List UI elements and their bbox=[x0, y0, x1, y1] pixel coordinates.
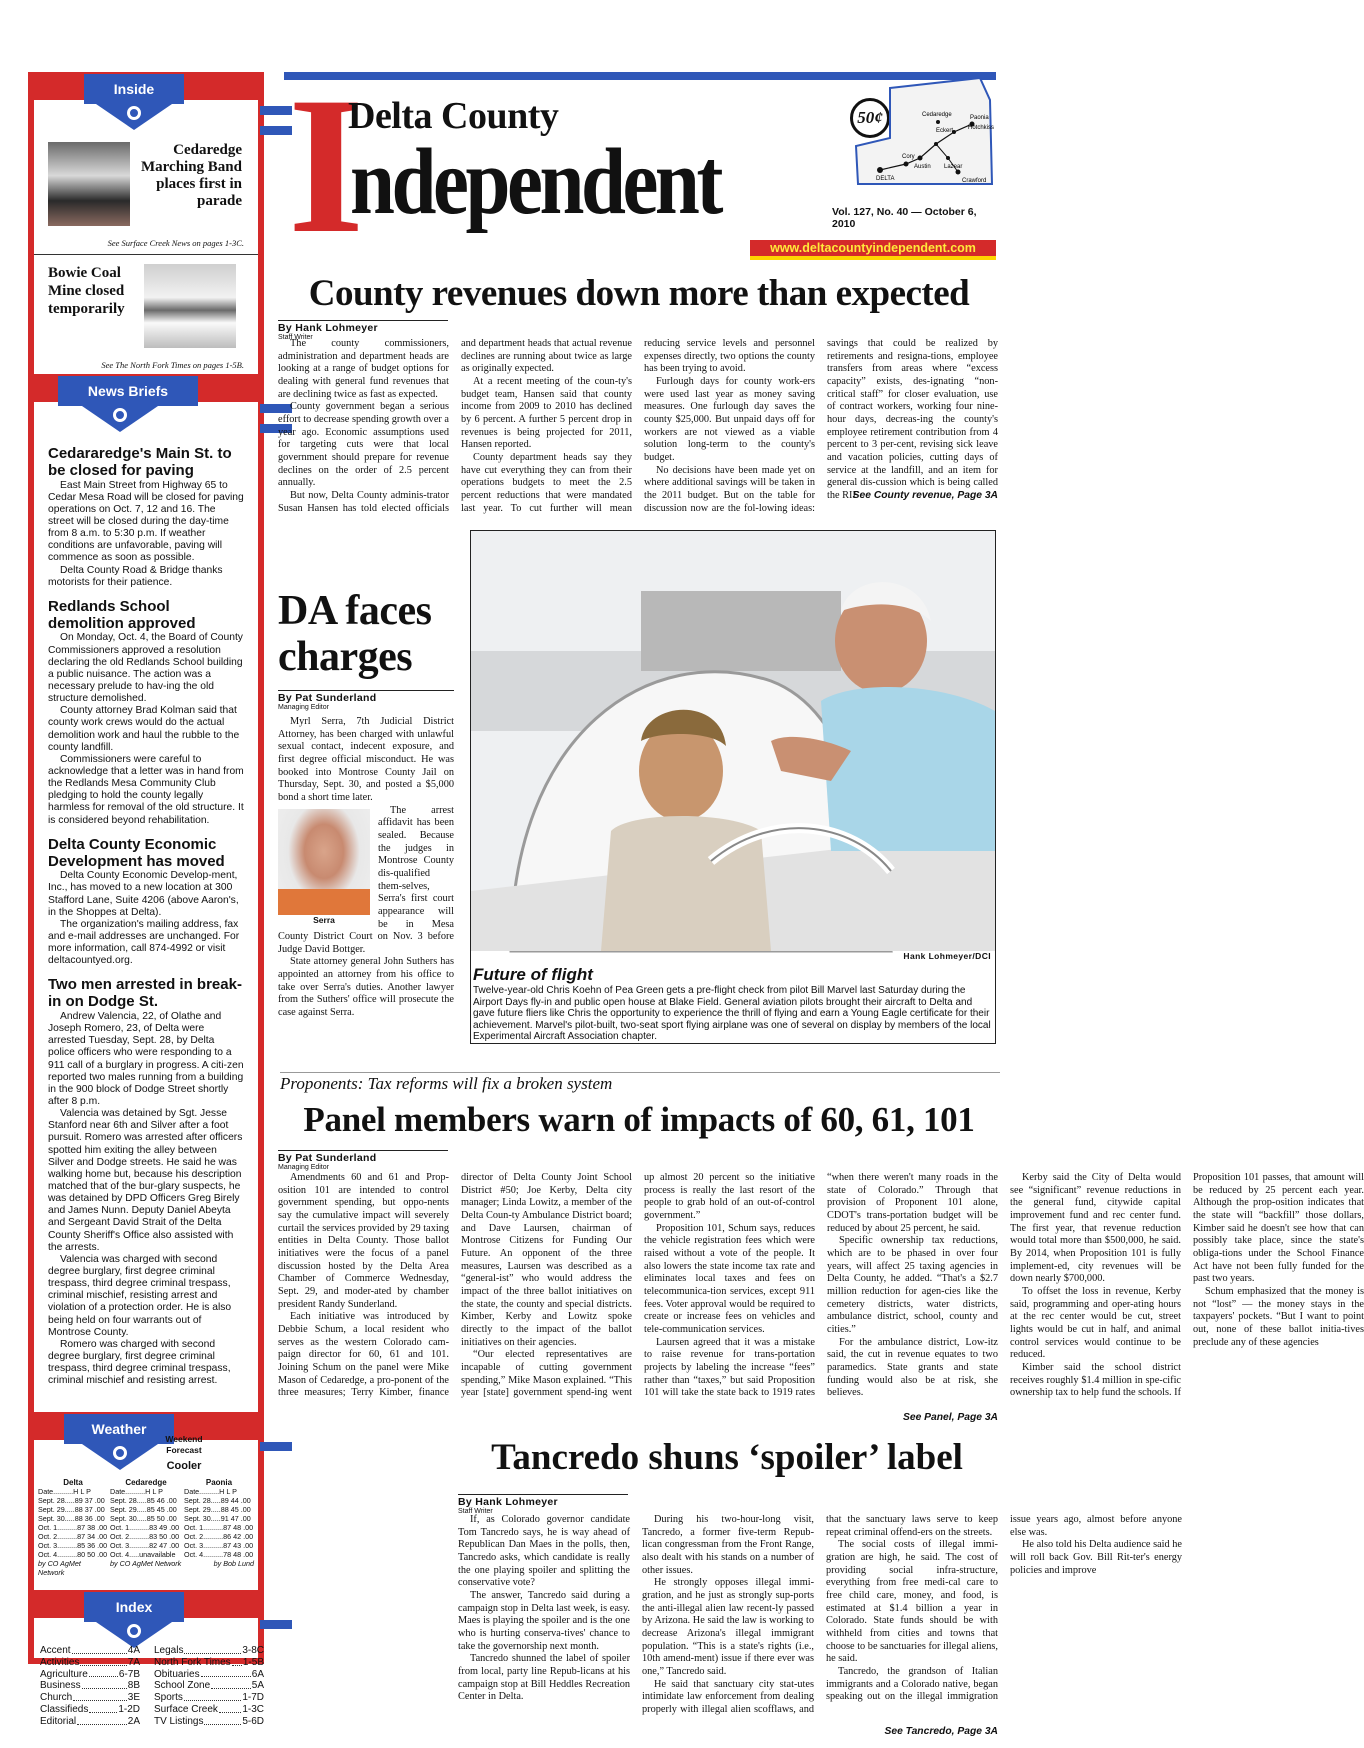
ring-icon bbox=[127, 106, 141, 120]
story1-paragraph: County department heads say they have cut everything they can from their operations budgets to meet the 2.5 percent reductions that were mandated last year. To cut further will mean reducing service levels and personnel expenses directly, two options the county has been trying to avoid. bbox=[461, 338, 815, 514]
story2-role: Managing Editor bbox=[278, 704, 329, 711]
weather-table bbox=[38, 1478, 254, 1577]
weather-credit: by Bob Lund bbox=[213, 1559, 254, 1568]
weather-row: Sept. 29.....85 45 .00 bbox=[110, 1505, 177, 1514]
story2-headline: DA faces charges bbox=[278, 588, 432, 680]
brief-headline: Delta County Economic Development has moved bbox=[48, 835, 225, 870]
story2-paragraph: The arrest affidavit has been sealed. Because the judges in Montrose County dis-qualified them-selves, Serra's first court appearance will be in Mesa County District Court on Nov. 3 before Judge David Bottger. bbox=[278, 804, 454, 955]
weather-row: Oct. 1..........87 38 .00 bbox=[38, 1523, 108, 1532]
story3-kicker: Proponents: Tax reforms will fix a broken system bbox=[280, 1074, 613, 1093]
divider bbox=[34, 254, 258, 255]
story1-paragraph: Furlough days for county work-ers were used last year as money saving measures. One furlough day saves the county $25,000. But unpaid days off for workers are not viewed as a viable solution long-term to the county's budget. bbox=[644, 375, 815, 463]
mine-photo bbox=[144, 264, 236, 348]
index-section-name: Classifieds bbox=[40, 1703, 89, 1715]
brief-headline: Cedararedge's Main St. to be closed for paving bbox=[48, 445, 232, 479]
weather-row: Sept. 30.....85 50 .00 bbox=[110, 1514, 177, 1523]
index-section-name: Activities bbox=[40, 1656, 80, 1668]
story2-paragraph: Myrl Serra, 7th Judicial District Attorney, has been charged with unlawful sexual contact, indecent exposure, and first degree official misconduct. He was booked into Montrose County Jail on Thursday, Sept. 30, and posted a $5,000 bond a short time later. bbox=[278, 716, 454, 803]
weather-row: Oct. 1..........83 49 .00 bbox=[110, 1523, 180, 1532]
masthead-title-top: Delta County bbox=[348, 95, 559, 137]
story3-jump[interactable]: See Panel, Page 3A bbox=[902, 1412, 998, 1423]
index-leader bbox=[204, 1716, 241, 1725]
price-badge: 50¢ bbox=[850, 98, 890, 138]
story3-byline: By Pat Sunderland bbox=[278, 1150, 448, 1164]
story3-paragraph: For the ambulance district, Low-itz said, the cut in revenue equates to two paramedics. State grants and state funding would also be at risk, she believes. bbox=[827, 1336, 998, 1399]
tab-marker bbox=[260, 1620, 292, 1629]
index-leader bbox=[89, 1704, 117, 1713]
weather-header: Date..........H L P bbox=[110, 1487, 163, 1496]
index-page: 8B bbox=[127, 1680, 140, 1692]
inside-item1-text: Cedaredge Marching Band places first in parade bbox=[141, 142, 242, 209]
weather-row: Oct. 2..........83 50 .00 bbox=[110, 1532, 180, 1541]
index-section-name: Surface Creek bbox=[154, 1703, 218, 1715]
brief-paragraph: On Monday, Oct. 4, the Board of County Commissioners approved a resolution declaring the old Redlands School building a public nuisance. The action was a necessary prelude to hav-ing the old structure demolished. bbox=[48, 632, 243, 705]
story3-paragraph: Amendments 60 and 61 and Prop-osition 101 are intended to control government spending, but oppo-nents say the cumulative impact will severely curtail the services provided by 29 taxing entities in Delta County. Those ballot initiatives were the focus of a panel discussion hosted by the Delta Area Chamber of Commerce Wednesday, Sept. 29, and moder-ated by chamber president Randy Sunderland. bbox=[278, 1172, 449, 1310]
inside-item2-ref: See The North Fork Times on pages 1-5B. bbox=[101, 360, 244, 370]
index-entry[interactable] bbox=[40, 1680, 140, 1692]
index-page: 3-8C bbox=[242, 1645, 264, 1656]
story4-role: Staff Writer bbox=[458, 1508, 493, 1515]
index-entry[interactable] bbox=[40, 1669, 140, 1681]
story3-paragraph: Kimber said the school district receives roughly $1.4 million in spe-cific ownership tax to help fund the schools. If Proposition 101 passes, that amount will be reduced by 25 percent each year. Although the prop-osition indicates that the state will “backfill” those dollars, Kimber said he doesn't see how that can possibly take place, since the state's obliga-tions under the School Finance Act have not been fully funded for the past two years. bbox=[1010, 1172, 1364, 1399]
index-page: 3E bbox=[127, 1692, 140, 1704]
index-section-name: Editorial bbox=[40, 1715, 77, 1727]
index-leader bbox=[77, 1716, 127, 1725]
story2-paragraph: State attorney general John Suthers has appointed an attorney from his office to take over Serra's duties. Another lawyer from the Suthers' office will prosecute the case against Serra. bbox=[278, 956, 454, 1019]
story3-paragraph: Kerby said the City of Delta would see “significant” revenue reductions in the general fund, citywide capital improvement fund and rec center fund. The first year, that revenue reduction would total more than $500,000, he said. By 2014, when Proposition 101 is fully implement-ed, city revenues will be down nearly $700,000. bbox=[1010, 1172, 1181, 1285]
masthead bbox=[284, 57, 996, 274]
index-page: 5-6D bbox=[242, 1715, 264, 1727]
ring-icon bbox=[113, 408, 127, 422]
index-leader bbox=[82, 1680, 127, 1689]
story2 bbox=[278, 690, 454, 1020]
index-entry[interactable] bbox=[154, 1704, 264, 1716]
story1-paragraph: County government began a serious effort to decrease spending growth over a year ago. Economic assumptions used for targeting cuts were that local government should prepare for revenue declines on the order of 2.5 percent annually. bbox=[278, 401, 449, 489]
sidebar bbox=[28, 72, 264, 1664]
weather-row: Oct. 3..........82 47 .00 bbox=[110, 1541, 180, 1550]
feature-photo bbox=[471, 531, 995, 951]
index-leader bbox=[232, 1657, 242, 1666]
weather-row: Oct. 3..........85 36 .00 bbox=[38, 1541, 108, 1550]
weather-header: Date..........H L P bbox=[184, 1487, 237, 1496]
map-town-label: Austin bbox=[914, 164, 931, 170]
weather-credit: by CO AgMet Network bbox=[110, 1559, 182, 1568]
index-entry[interactable] bbox=[40, 1704, 140, 1716]
map-town-label: Cedaredge bbox=[922, 112, 952, 118]
story4-body bbox=[458, 1514, 1182, 1722]
story4-paragraph: The answer, Tancredo said during a campaign stop in Delta last week, is easy. Maes is playing the spoiler and is the one who is hurting conserva-tives' chance to take the governorship next month. bbox=[458, 1589, 630, 1652]
index-entry[interactable] bbox=[154, 1692, 264, 1704]
story4-byline: By Hank Lohmeyer bbox=[458, 1494, 628, 1508]
index-entry[interactable] bbox=[154, 1645, 264, 1657]
story3-body-top bbox=[278, 1172, 1364, 1412]
story4-paragraph: Tancredo shunned the label of spoiler from local, party line Repub-licans at his campaign stop at Bill Heddles Recreation Center in Delta. bbox=[458, 1653, 630, 1703]
story1-byline: By Hank Lohmeyer bbox=[278, 320, 448, 334]
index-leader bbox=[89, 1669, 118, 1678]
weather-outlook: Cooler bbox=[166, 1460, 202, 1472]
story4-paragraph: He also told his Delta audience said he will roll back Gov. Bill Rit-ter's energy policies and improve bbox=[1010, 1539, 1182, 1576]
weather-row: Oct. 4..........80 50 .00 bbox=[38, 1550, 108, 1559]
brief-paragraph: Romero was charged with second degree burglary, first degree criminal trespass, third degree criminal trespass, criminal mischief and resisting arrest. bbox=[48, 1338, 231, 1387]
index-leader bbox=[80, 1657, 126, 1666]
serra-photo bbox=[278, 809, 370, 915]
photo-caption: Twelve-year-old Chris Koehn of Pea Green gets a pre-flight check from pilot Bill Marvel last Saturday during the Airport Days fly-in and public open house at Blake Field. General aviation pilots brought their aircraft to Delta and gave future fliers like Chris the opportunity to experience the thrill of flying and earn a Young Eagle certificate for their achievement. Marvel's pilot-built, two-seat sport flying airplane was one of several on display by members of the local Experimental Aircraft Association chapter. bbox=[473, 985, 991, 1042]
map-town-label: Crawford bbox=[962, 178, 987, 184]
index-section-name: Agriculture bbox=[40, 1668, 88, 1680]
brief-paragraph: Andrew Valencia, 22, of Olathe and Joseph Romero, 23, of Delta were arrested Tuesday, Sept. 28, by Delta police officers who were responding to a 911 call of a burglary in progress. A citi-zen reported two males running from a building in the 900 block of Dodge Street shortly after 8 p.m. bbox=[48, 1011, 244, 1107]
index-leader bbox=[73, 1692, 127, 1701]
inside-label: Inside bbox=[84, 74, 184, 104]
story2-byline: By Pat Sunderland bbox=[278, 690, 454, 704]
inside-item2-text: Bowie Coal Mine closed temporarily bbox=[48, 265, 125, 317]
town-name: Delta bbox=[63, 1478, 83, 1487]
story3-headline: Panel members warn of impacts of 60, 61, 101 bbox=[303, 1100, 975, 1139]
index-entry[interactable] bbox=[40, 1657, 140, 1669]
index-entry[interactable] bbox=[154, 1716, 264, 1728]
story1-jump[interactable]: See County revenue, Page 3A bbox=[852, 490, 998, 501]
weather-row: Sept. 28.....85 46 .00 bbox=[110, 1496, 177, 1505]
weather-row: Sept. 28.....89 37 .00 bbox=[38, 1496, 105, 1505]
index-page: 1-2D bbox=[118, 1703, 140, 1715]
news-briefs-label: News Briefs bbox=[58, 376, 198, 406]
story4-headline: Tancredo shuns ‘spoiler’ label bbox=[491, 1437, 963, 1478]
index-entry[interactable] bbox=[40, 1645, 140, 1657]
feature-photo-box bbox=[470, 530, 996, 1044]
story2-body bbox=[278, 716, 454, 1020]
index-page: 6-7B bbox=[118, 1668, 140, 1680]
index-entry[interactable] bbox=[154, 1669, 264, 1681]
brief-item bbox=[48, 977, 244, 1387]
photo-credit: Hank Lohmeyer/DCI bbox=[903, 951, 991, 961]
index-entry[interactable] bbox=[40, 1692, 140, 1704]
weather-row: Oct. 3..........87 43 .00 bbox=[184, 1541, 254, 1550]
index-section-name: Accent bbox=[40, 1645, 71, 1656]
volume-info: Vol. 127, No. 40 — October 6, 2010 bbox=[832, 206, 977, 230]
index-left-col bbox=[40, 1645, 140, 1728]
index-page: 5A bbox=[251, 1680, 264, 1692]
story1-paragraph: No decisions have been made yet on where additional savings will be taken in the 2011 budget. But on the table for discussion now are the fol-lowing ideas: savings that could be realized by retirements and resigna-tions, employee transfers from areas where “excess capacity” exists, des-ignating “non-critical staff” for closer evaluation, use of contract workers, working four nine-hour days, decreas-ing the county's employee retirement contribution from 4 percent to 3 per-cent, revising sick leave and vacation policies, cutting days of service at the landfill, and an item for general dis-cussion which is being called the RIF bbox=[644, 338, 998, 514]
brief-headline: Two men arrested in break-in on Dodge St. bbox=[48, 976, 242, 1011]
map-town-label: Lazear bbox=[944, 164, 963, 170]
index-entry[interactable] bbox=[154, 1680, 264, 1692]
index-page: 1-3C bbox=[242, 1703, 264, 1715]
weather-credit: by CO AgMet Network bbox=[38, 1559, 81, 1577]
masthead-title-main: ndependent bbox=[350, 130, 720, 234]
story1-paragraph: But now, Delta County adminis-trator Susan Hansen has told elected officials and department heads that actual revenue declines are running about twice as large as originally expected. bbox=[278, 338, 632, 514]
rule bbox=[280, 1072, 1000, 1073]
brief-paragraph: Delta County Road & Bridge thanks motorists for their patience. bbox=[48, 564, 223, 588]
brief-paragraph: The organization's mailing address, fax and e-mail addresses are unchanged. For more information, call 874-4992 or visit deltacountyed.org. bbox=[48, 918, 240, 967]
index-right-col bbox=[154, 1645, 264, 1728]
story4-paragraph: He strongly opposes illegal immi-gration, and he just as strongly sup-ports the anti-illegal alien law recent-ly passed by Arizona. He said the law is working to decrease Arizona's illegal immigrant population. “This is a state's rights (i.e., 10th amend-ment) issue if there ever was one,” Tancredo said. bbox=[642, 1577, 814, 1677]
story1-headline: County revenues down more than expected bbox=[308, 273, 970, 314]
index-section-name: North Fork Times bbox=[154, 1656, 231, 1668]
tab-marker bbox=[260, 1442, 292, 1451]
brief-item bbox=[48, 599, 244, 827]
band-photo bbox=[48, 142, 130, 226]
story4-paragraph: During his two-hour-long visit, Tancredo, a former five-term Repub-lican congressman from the Front Range, also dealt with his stands on a number of other issues. bbox=[642, 1514, 814, 1576]
brief-item bbox=[48, 837, 244, 968]
weather-row: Oct. 2..........87 34 .00 bbox=[38, 1532, 108, 1541]
story3-paragraph: Schum emphasized that the money is not “lost” — the money stays in the taxpayers' pockets. “But I want to point out, none of these ballot initia-tives preclude any of these agencies bbox=[1193, 1285, 1364, 1348]
index-list bbox=[40, 1645, 264, 1728]
index-section-name: Sports bbox=[154, 1692, 183, 1704]
weather-row: Sept. 29.....88 37 .00 bbox=[38, 1505, 105, 1514]
story3-paragraph: Proposition 101, Schum says, reduces the vehicle registration fees which were raised without a vote of the people. It also lowers the state income tax rate and eliminates local taxes and fees on telecommunica-tion services, except 911 fees. Voter approval would be required to create or increase fees on vehicles and tele-communication services. bbox=[644, 1222, 815, 1335]
index-leader bbox=[72, 1645, 127, 1654]
weather-row: Oct. 4..........78 48 .00 bbox=[184, 1550, 254, 1559]
index-page: 1-5B bbox=[242, 1656, 264, 1668]
county-map bbox=[850, 72, 996, 190]
index-page: 7A bbox=[127, 1656, 140, 1668]
map-town-label: Hotchkiss bbox=[968, 125, 995, 131]
index-leader bbox=[184, 1645, 241, 1654]
story3-paragraph: “Our elected representatives are incapable of cutting government spending,” Mike Mason explained. “This year [state] government spend-ing went up almost 20 percent so the initiative process is really the last resort of the people to grab hold of an out-of-control government.” bbox=[461, 1172, 815, 1399]
index-entry[interactable] bbox=[154, 1657, 264, 1669]
index-entry[interactable] bbox=[40, 1716, 140, 1728]
brief-paragraph: County attorney Brad Kolman said that county work crews would do the actual demolition work and haul the rubble to the county landfill. bbox=[48, 705, 240, 753]
serra-caption: Serra bbox=[313, 914, 335, 925]
weather-row: Oct. 4.....unavailable bbox=[110, 1550, 176, 1559]
story4-paragraph: Tancredo, the grandson of Italian immigrants and a Colorado native, began speaking out on the illegal immigration issue years ago, almost before anyone else was. bbox=[826, 1514, 1182, 1703]
ring-icon bbox=[113, 1446, 127, 1460]
photo-caption-block bbox=[471, 965, 995, 1043]
weather-town-paonia bbox=[184, 1478, 254, 1577]
index-page: 1-7D bbox=[242, 1692, 264, 1704]
story1-paragraph: The county commissioners, administration and department heads are looking at a range of budget options for dealing with general fund revenues that are declining twice as fast as expected. bbox=[278, 338, 449, 400]
index-page: 2A bbox=[127, 1715, 140, 1727]
story3-paragraph: Each initiative was introduced by Debbie Schum, a local resident who serves as the western Colorado cam-paign director for 60, 61 and 101. Joining Schum on the panel were Mike Mason of Cedaredge, a pro-ponent of the three measures; Terry Kimber, finance director of Delta County Joint School District #50; Joe Kerby, Delta city manager; Linda Lowitz, a member of the Delta Coun-ty Ambulance District board; and Dave Laursen, chairman of Montrose Citizens for Funding Our Future. An opponent of the three measures, Laursen was described as a “general-ist” who would address the impact of the three ballot initiatives on the state, the county and special districts. Kimber, Kerby and Lowitz spoke directly to the impact of the ballot initiatives on their agencies. bbox=[278, 1172, 632, 1399]
index-leader bbox=[219, 1704, 241, 1713]
news-briefs-list bbox=[48, 436, 244, 1387]
brief-paragraph: Commissioners were careful to acknowledge that a letter was in hand from the Redlands Mesa Community Club pledging to hold the county legally harmless for removal of the old structure. It is considered beyond rehabilitation. bbox=[48, 753, 244, 826]
story1-paragraph: At a recent meeting of the coun-ty's budget team, Hansen said that county income from 2009 to 2010 has declined by 6 percent. A further 5 percent drop in revenues is being projected for 2011, Hansen reported. bbox=[461, 375, 632, 451]
story3-paragraph: Specific ownership tax reductions, which are to be phased in over four years, will affect 25 taxing agencies in Delta County, he added. “That's a $2.7 million reduction for agen-cies like the cemetery districts, water districts, ambulance district, school, county and cities.” bbox=[827, 1235, 998, 1335]
story3-paragraph: Laursen agreed that it was a mistake to raise revenue for trans-portation projects by labeling the increase “fees” rather than “taxes,” but said Proposition 101 will take the state back to 1919 rates “when there weren't many roads in the state of Colorado.” Through that provision of Proponent 101 alone, CDOT's trans-portation budget will be reduced by about 25 percent, he said. bbox=[644, 1172, 998, 1399]
serra-shirt bbox=[278, 889, 370, 915]
story3-role: Managing Editor bbox=[278, 1164, 329, 1171]
brief-paragraph: Valencia was detained by Sgt. Jesse Stanford near 6th and Silver after a foot pursuit. Romero was arrested after officers spotted him exiting the alley between Silver and Dodge streets. He said he was walking home but, because his description matched that of the bur-glary suspects, he was detained by DPD Officers Greg Birely and James Nunn. Deputy Daniel Abeyta and Sergeant David Strait of the Delta County Sheriff's Office also assisted with the arrests. bbox=[48, 1108, 243, 1253]
serra-photo-box bbox=[278, 809, 370, 925]
index-section-name: School Zone bbox=[154, 1680, 211, 1692]
town-name: Paonia bbox=[205, 1478, 233, 1487]
weather-row: Sept. 30.....88 36 .00 bbox=[38, 1514, 105, 1523]
index-leader bbox=[184, 1692, 241, 1701]
weather-row: Sept. 29.....88 45 .00 bbox=[184, 1505, 251, 1514]
weather-header: Date..........H L P bbox=[38, 1487, 91, 1496]
ring-icon bbox=[127, 1624, 141, 1638]
story3-paragraph: To offset the loss in revenue, Kerby said, programming and oper-ating hours at the rec center would be cut, street lights would be cut in half, and animal control services would continue to be reduced. bbox=[1010, 1285, 1181, 1361]
index-section-name: Legals bbox=[154, 1645, 184, 1656]
weather-row: Sept. 28.....89 44 .00 bbox=[184, 1496, 251, 1505]
index-section-name: Church bbox=[40, 1692, 73, 1704]
brief-paragraph: Delta County Economic Develop-ment, Inc., has moved to a new location at 300 Stafford Lane, Suite 4206 (above Aaron's, in the Shoppes at Delta). bbox=[48, 870, 239, 918]
story4-paragraph: He said that sanctuary city stat-utes intimidate law enforcement from dealing properly with illegal alien scofflaws, and that the sanctuary laws serve to keep repeat criminal offend-ers on the streets. bbox=[642, 1514, 998, 1715]
brief-paragraph: East Main Street from Highway 65 to Cedar Mesa Road will be closed for paving operations on Oct. 7, 12 and 16. The street will be closed during the day-time from 8 a.m. to 5:30 p.m. If weather conditions are unfavorable, paving will commence as soon as possible. bbox=[48, 479, 244, 564]
index-page: 6A bbox=[251, 1668, 264, 1680]
map-town-label: Cory bbox=[902, 154, 915, 160]
town-name: Cedaredge bbox=[125, 1478, 167, 1487]
index-section-name: TV Listings bbox=[154, 1715, 204, 1727]
index-label: Index bbox=[84, 1592, 184, 1622]
index-leader bbox=[201, 1669, 251, 1678]
index-leader bbox=[211, 1680, 251, 1689]
brief-paragraph: Valencia was charged with second degree burglary, first degree criminal trespass, third degree criminal trespass, criminal mischief, resisting arrest and violation of a protection order. He is also being held on four warrants out of Montrose County. bbox=[48, 1253, 232, 1338]
story4-jump[interactable]: See Tancredo, Page 3A bbox=[884, 1726, 998, 1737]
weather-forecast-label: Weekend Forecast bbox=[165, 1434, 203, 1455]
brief-headline: Redlands School demolition approved bbox=[48, 597, 196, 632]
map-town-label: Eckert bbox=[936, 128, 954, 134]
weather-row: Oct. 1..........87 48 .00 bbox=[184, 1523, 254, 1532]
map-town-label: DELTA bbox=[876, 176, 895, 182]
weather-row: Sept. 30.....91 47 .00 bbox=[184, 1514, 251, 1523]
index-section-name: Business bbox=[40, 1680, 81, 1692]
story4-paragraph: If, as Colorado governor candidate Tom Tancredo says, he is way ahead of Republican Dan Maes in the polls, then, Tancredo asks, which candidate is really the one playing spoiler and splitting the conservative vote? bbox=[458, 1514, 630, 1589]
brief-item bbox=[48, 446, 244, 589]
photo-title: Future of flight bbox=[473, 965, 593, 984]
weather-row: Oct. 2..........86 42 .00 bbox=[184, 1532, 254, 1541]
website-underline bbox=[750, 256, 996, 260]
story1-role: Staff Writer bbox=[278, 334, 313, 341]
masthead-initial: I bbox=[288, 57, 365, 274]
weather-town-cedaredge bbox=[110, 1478, 182, 1577]
map-town-label: Paonia bbox=[970, 115, 989, 121]
weather-town-delta bbox=[38, 1478, 108, 1577]
index-section-name: Obituaries bbox=[154, 1668, 200, 1680]
index-page: 4A bbox=[127, 1645, 140, 1656]
website-link[interactable]: www.deltacountyindependent.com bbox=[750, 240, 996, 256]
weather-label: Weather bbox=[64, 1414, 174, 1444]
inside-item1-ref: See Surface Creek News on pages 1-3C. bbox=[107, 238, 244, 248]
story4-paragraph: The social costs of illegal immi-gration are high, he said. The cost of providing social infra-structure, everything from free medi-cal care to free child care, money, and food, is estimated at $1.4 billion a year in Colorado. State funds should be with withheld from cities and towns that choose to be sanctuaries for illegal aliens, he said. bbox=[826, 1539, 998, 1665]
